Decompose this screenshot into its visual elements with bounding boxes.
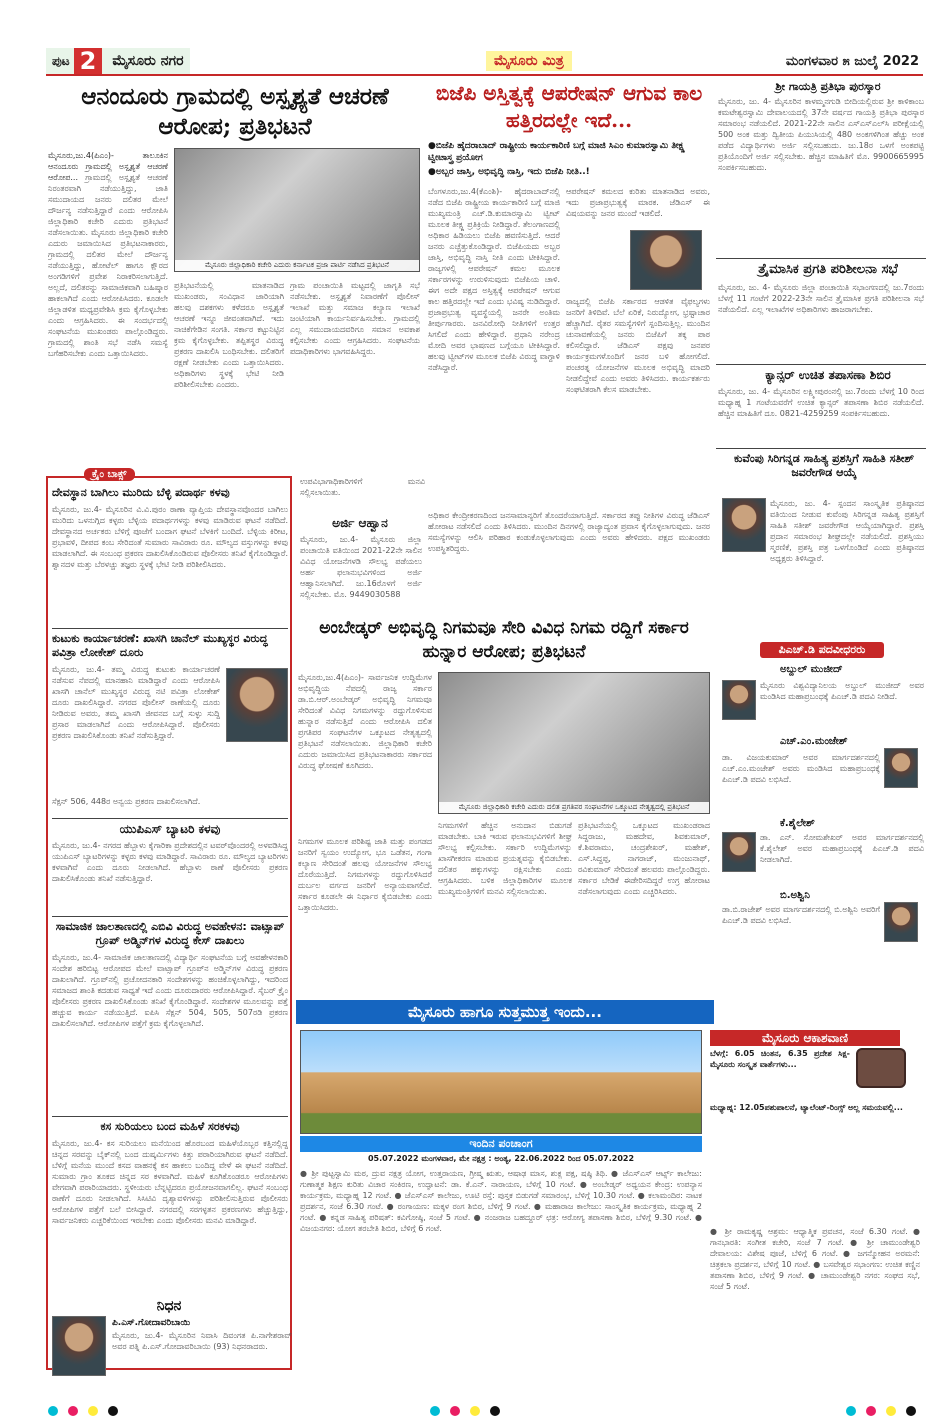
article-phd-1: ಮೈಸೂರು ವಿಶ್ವವಿದ್ಯಾನಿಲಯ ಅಬ್ದುಲ್ ಮುಜೀದ್ ಅವರ ಮಂಡಿಸಿದ ಮಹಾಪ್ರಬಂಧಕ್ಕೆ ಪಿಎಚ್.ಡಿ ಪದವಿ ನೀಡಿದೆ. [760, 681, 924, 701]
divider [716, 448, 926, 449]
divider [52, 916, 288, 917]
article-phd-4: ಡಾ.ಬಿ.ರಾಜೇಶ್ ಅವರ ಮಾರ್ಗದರ್ಶನದಲ್ಲಿ ಬಿ.ಅಶ್ವಿನಿ ಅವರಿಗೆ ಪಿಎಚ್.ಡಿ ಪದವಿ ಲಭಿಸಿದೆ. [722, 905, 880, 925]
headline-ambedkar: ಅಂಬೇಡ್ಕರ್ ಅಭಿವೃದ್ಧಿ ನಿಗಮವೂ ಸೇರಿ ವಿವಿಧ ನಿಗಮ ರದ್ದಿಗೆ ಸರ್ಕಾರ ಹುನ್ನಾರ ಆರೋಪ; ಪ್ರತಿಭಟನೆ [319, 618, 689, 662]
photo-satish-javaregowda [722, 498, 766, 552]
title-gayatri-award: ಶ್ರೀ ಗಾಯತ್ರಿ ಪ್ರತಿಭಾ ಪುರಸ್ಕಾರ [775, 80, 881, 93]
divider [52, 818, 288, 819]
photo-ambedkar-protest [438, 672, 710, 814]
radio-title: ಮೈಸೂರು ಆಕಾಶವಾಣಿ [710, 1030, 900, 1046]
article-kuvempu: ಮೈಸೂರು, ಜು. 4- ಸ್ಪಂದನ ಸಾಂಸ್ಕೃತಿಕ ಪ್ರತಿಷ್ಠಾನದ ವತಿಯಿಂದ ನೀಡುವ ಕುವೆಂಪು ಸಿರಿಗನ್ನಡ ಸಾಹಿತ್ಯ ಪ್ರಶಸ್ತಿಗೆ ಸಾಹಿತಿ ಸತೀಶ್ ಜವರೇಗೌಡ ಆಯ್ಕೆಯಾಗಿದ್ದಾರೆ. ಪ್ರಶಸ್ತಿ ಪ್ರದಾನ ಸಮಾರಂಭ ಶೀಘ್ರದಲ್ಲೇ ನಡೆಯಲಿದೆ. ಪ್ರಶಸ್ತಿಯು ಸ್ಮರಣಿಕೆ, ಪ್ರಶಸ್ತಿ ಪತ್ರ ಒಳಗೊಂಡಿದೆ ಎಂದು ಪ್ರತಿಷ್ಠಾನದ ಅಧ್ಯಕ್ಷರು ತಿಳಿಸಿದ್ದಾರೆ. [770, 499, 924, 563]
radio-morning: ಬೆಳಗ್ಗೆ: 6.05 ಚಿಂತನ, 6.35 ಪ್ರದೇಶ ಸಿಕ್ಷ-ಮೈಸೂರು ಸಂಸ್ಕೃತ ವಾರ್ತೆಗಳು... [710, 1049, 850, 1069]
article-bjp-col2-top: ಆಪರೇಷನ್ ಕಮಲದ ಕುರಿತು ಮಾತನಾಡಿದ ಅವರು, ಇದು ಪ್ರಜಾಪ್ರಭುತ್ವಕ್ಕೆ ಮಾರಕ. ಜೆಡಿಎಸ್ ಈ ವಿಷಯವನ್ನು ಜನರ ಮುಂದೆ ಇಡಲಿದೆ. [566, 187, 710, 218]
black-dot [108, 1406, 118, 1416]
article-anandur-col2: ಪ್ರತಿಭಟನೆಯಲ್ಲಿ ಮಾತನಾಡಿದ ಮುಖಂಡರು, ಸಂವಿಧಾನ ಜಾರಿಯಾಗಿ ಹಲವು ದಶಕಗಳು ಕಳೆದರೂ ಅಸ್ಪೃಶ್ಯತೆ ಆಚರಣೆ ಇನ್ನೂ ಜೀವಂತವಾಗಿದೆ. ಇದು ನಾಚಿಕೆಗೇಡಿನ ಸಂಗತಿ. ಸರ್ಕಾರ ಕಟ್ಟುನಿಟ್ಟಿನ ಕ್ರಮ ಕೈಗೊಳ್ಳಬೇಕು. ತಪ್ಪಿತಸ್ಥರ ವಿರುದ್ಧ ಪ್ರಕರಣ ದಾಖಲಿಸಿ ಬಂಧಿಸಬೇಕು. ದಲಿತರಿಗೆ ರಕ್ಷಣೆ ನೀಡಬೇಕು ಎಂದು ಒತ್ತಾಯಿಸಿದರು. ಅಧಿಕಾರಿಗಳು ಸ್ಥಳಕ್ಕೆ ಭೇಟಿ ನೀಡಿ ಪರಿಶೀಲಿಸಬೇಕು ಎಂದರು. [174, 281, 284, 389]
crime-article-3: ಮೈಸೂರು, ಜು.4- ನಗರದ ಹೆಬ್ಬಾಳು ಕೈಗಾರಿಕಾ ಪ್ರದೇಶದಲ್ಲಿನ ಟವರ್‌ವೊಂದರಲ್ಲಿ ಅಳವಡಿಸಿದ್ದ ಯುಪಿಎಸ್ ಬ್ಯಾಟರಿಗಳನ್ನು ಕಳ್ಳರು ಕಳವು ಮಾಡಿದ್ದಾರೆ. ಸಾವಿರಾರು ರೂ. ಮೌಲ್ಯದ ಬ್ಯಾಟರಿಗಳು ಕಳವಾಗಿವೆ ಎಂದು ದೂರು ನೀಡಲಾಗಿದೆ. ಹೆಬ್ಬಾಳು ಠಾಣೆ ಪೊಲೀಸರು ಪ್ರಕರಣ ದಾಖಲಿಸಿಕೊಂಡು ತನಿಖೆ ನಡೆಸುತ್ತಿದ್ದಾರೆ. [52, 841, 288, 883]
article-arji: ಮೈಸೂರು, ಜು.4- ಮೈಸೂರು ಜಿಲ್ಲಾ ಪಂಚಾಯಿತಿ ವತಿಯಿಂದ 2021-22ನೇ ಸಾಲಿನ ವಿವಿಧ ಯೋಜನೆಗಳಡಿ ಸೌಲಭ್ಯ ಪಡೆಯಲು ಅರ್ಹ ಫಲಾನುಭವಿಗಳಿಂದ ಅರ್ಜಿ ಆಹ್ವಾನಿಸಲಾಗಿದೆ. ಜು.16ರೊಳಗೆ ಅರ್ಜಿ ಸಲ್ಲಿಸಬೇಕು. ಮೊ. 9449030588 [300, 535, 422, 599]
page-number: 2 [74, 48, 103, 74]
section-title: ಮೈಸೂರು ನಗರ [112, 53, 184, 69]
yellow-dot [886, 1406, 896, 1416]
photo-anandur-protest [174, 148, 420, 272]
magenta-dot [68, 1406, 78, 1416]
article-ambedkar-col2: ನಿಗಮಗಳ ಮೂಲಕ ಪರಿಶಿಷ್ಟ ಜಾತಿ ಮತ್ತು ಪಂಗಡದ ಜನರಿಗೆ ಸ್ವಯಂ ಉದ್ಯೋಗ, ಭೂ ಒಡೆತನ, ಗಂಗಾ ಕಲ್ಯಾಣ ಸೇರಿದಂತೆ ಹಲವು ಯೋಜನೆಗಳ ಸೌಲಭ್ಯ ದೊರೆಯುತ್ತಿದೆ. ನಿಗಮಗಳನ್ನು ರದ್ದುಗೊಳಿಸಿದರೆ ದುರ್ಬಲ ವರ್ಗದ ಜನರಿಗೆ ಅನ್ಯಾಯವಾಗಲಿದೆ. ಸರ್ಕಾರ ಕೂಡಲೇ ಈ ನಿರ್ಧಾರ ಕೈಬಿಡಬೇಕು ಎಂದು ಒತ್ತಾಯಿಸಿದರು. [298, 837, 432, 912]
photo-phd-3 [722, 832, 756, 872]
magenta-dot [866, 1406, 876, 1416]
article-bjp-col1: ಬೆಂಗಳೂರು,ಜು.4(ಕೆಎಂಶಿ)- ಹೈದರಾಬಾದ್‌ನಲ್ಲಿ ನಡೆದ ಬಿಜೆಪಿ ರಾಷ್ಟ್ರೀಯ ಕಾರ್ಯಕಾರಿಣಿ ಬಗ್ಗೆ ಮಾಜಿ ಮುಖ್ಯಮಂತ್ರಿ ಎಚ್.ಡಿ.ಕುಮಾರಸ್ವಾಮಿ ಟ್ವೀಟ್ ಮೂಲಕ ತೀಕ್ಷ್ಣ ಪ್ರತಿಕ್ರಿಯೆ ನೀಡಿದ್ದಾರೆ. ತೆಲಂಗಾಣದಲ್ಲಿ ಅಧಿಕಾರ ಹಿಡಿಯಲು ಬಿಜೆಪಿ ಹವಣಿಸುತ್ತಿದೆ. ಆದರೆ ಜನರು ಎಚ್ಚೆತ್ತುಕೊಂಡಿದ್ದಾರೆ. ಬಿಜೆಪಿಯದು ಅಬ್ಬರ ಜಾಸ್ತಿ, ಅಭಿವೃದ್ಧಿ ನಾಸ್ತಿ ನೀತಿ ಎಂದು ಟೀಕಿಸಿದ್ದಾರೆ. ರಾಜ್ಯಗಳಲ್ಲಿ ಆಪರೇಷನ್ ಕಮಲ ಮೂಲಕ ಸರ್ಕಾರಗಳನ್ನು ಉರುಳಿಸುವುದು ಬಿಜೆಪಿಯ ಚಾಳಿ. ಈಗ ಅದೇ ಪಕ್ಷದ ಅಸ್ತಿತ್ವಕ್ಕೆ ಆಪರೇಷನ್ ಆಗುವ ಕಾಲ ಹತ್ತಿರದಲ್ಲೇ ಇದೆ ಎಂದು ಭವಿಷ್ಯ ನುಡಿದಿದ್ದಾರೆ. ಪ್ರಜಾಪ್ರಭುತ್ವ ವ್ಯವಸ್ಥೆಯಲ್ಲಿ ಜನರೇ ಅಂತಿಮ ತೀರ್ಪುಗಾರರು. ಜನವಿರೋಧಿ ನೀತಿಗಳಿಗೆ ಉತ್ತರ ಸಿಗಲಿದೆ ಎಂದು ಹೇಳಿದ್ದಾರೆ. ಪ್ರಧಾನಿ ನರೇಂದ್ರ ಮೋದಿ ಅವರ ಭಾಷಣದ ಬಗ್ಗೆಯೂ ಟೀಕಿಸಿದ್ದಾರೆ. ಹಲವು ಟ್ವೀಟ್‌ಗಳ ಮೂಲಕ ಬಿಜೆಪಿ ವಿರುದ್ಧ ವಾಗ್ದಾಳಿ ನಡೆಸಿದ್ದಾರೆ. [428, 187, 560, 372]
article-cancer: ಮೈಸೂರು, ಜು. 4- ಮೈಸೂರಿನ ಲಕ್ಷ್ಮೀಪುರಂನಲ್ಲಿ ಜು.7ರಂದು ಬೆಳಗ್ಗೆ 10 ರಿಂದ ಮಧ್ಯಾಹ್ನ 1 ಗಂಟೆಯವರೆಗೆ ಉಚಿತ ಕ್ಯಾನ್ಸರ್ ತಪಾಸಣಾ ಶಿಬಿರ ನಡೆಯಲಿದೆ. ಹೆಚ್ಚಿನ ಮಾಹಿತಿಗೆ ದೂ. 0821-4259259 ಸಂಪರ್ಕಿಸಬಹುದು. [718, 387, 924, 418]
yellow-dot [470, 1406, 480, 1416]
photo-phd-4 [884, 902, 918, 942]
title-quarterly-review: ತ್ರೈಮಾಸಿಕ ಪ್ರಗತಿ ಪರಿಶೀಲನಾ ಸಭೆ [758, 262, 898, 277]
photo-mysore-palace [300, 1030, 702, 1134]
divider [716, 364, 926, 365]
title-kuvempu-award: ಕುವೆಂಪು ಸಿರಿಗನ್ನಡ ಸಾಹಿತ್ಯ ಪ್ರಶಸ್ತಿಗೆ ಸಾಹಿತಿ ಸತೀಶ್ ಜವರೇಗೌಡ ಆಯ್ಕೆ [733, 452, 915, 479]
article-anandur-cont: ಉಪವಿಭಾಗಾಧಿಕಾರಿಗಳಿಗೆ ಮನವಿ ಸಲ್ಲಿಸಲಾಯಿತು. [300, 477, 425, 497]
events-right-list: ● ಶ್ರೀ ರಾಮಕೃಷ್ಣ ಆಶ್ರಮ: ಆಧ್ಯಾತ್ಮಿಕ ಪ್ರವಚನ, ಸಂಜೆ 6.30 ಗಂಟೆ. ● ಗಾನಭಾರತಿ: ಸಂಗೀತ ಕಚೇರಿ, ಸಂಜೆ 7 ಗಂಟೆ. ● ಶ್ರೀ ಚಾಮುಂಡೇಶ್ವರಿ ದೇವಾಲಯ: ವಿಶೇಷ ಪೂಜೆ, ಬೆಳಿಗ್ಗೆ 6 ಗಂಟೆ. ● ಜಗನ್ಮೋಹನ ಅರಮನೆ: ಚಿತ್ರಕಲಾ ಪ್ರದರ್ಶನ, ಬೆಳಿಗ್ಗೆ 10 ಗಂಟೆ. ● ಬಸವೇಶ್ವರ ಸಭಾಂಗಣ: ಉಚಿತ ಕಣ್ಣಿನ ತಪಾಸಣಾ ಶಿಬಿರ, ಬೆಳಿಗ್ಗೆ 9 ಗಂಟೆ. ● ಚಾಮುಂಡೇಶ್ವರಿ ನಗರ: ಸಂಘದ ಸಭೆ, ಸಂಜೆ 5 ಗಂಟೆ. [710, 1227, 920, 1291]
page-label: ಪುಟ [52, 53, 70, 68]
crime-article-5: ಮೈಸೂರು, ಜು.4- ಕಸ ಸುರಿಯಲು ಮನೆಯಿಂದ ಹೊರಬಂದ ಮಹಿಳೆಯೊಬ್ಬರ ಕತ್ತಿನಲ್ಲಿದ್ದ ಚಿನ್ನದ ಸರವನ್ನು ಬೈಕ್‌ನಲ್ಲಿ ಬಂದ ದುಷ್ಕರ್ಮಿಗಳು ಕಿತ್ತು ಪರಾರಿಯಾಗಿರುವ ಘಟನೆ ನಡೆದಿದೆ. ಬೆಳಿಗ್ಗೆ ಮನೆಯ ಮುಂದೆ ಕಸದ ವಾಹನಕ್ಕೆ ಕಸ ಹಾಕಲು ಬಂದಿದ್ದ ವೇಳೆ ಈ ಘಟನೆ ನಡೆದಿದೆ. ಸುಮಾರು ಗ್ರಾಂ ತೂಕದ ಚಿನ್ನದ ಸರ ಕಳವಾಗಿದೆ. ಮಹಿಳೆ ಕೂಗಿಕೊಂಡರೂ ಆರೋಪಿಗಳು ವೇಗವಾಗಿ ಪರಾರಿಯಾದರು. ಸ್ಥಳೀಯರು ಬೆನ್ನಟ್ಟಿದರೂ ಪ್ರಯೋಜನವಾಗಲಿಲ್ಲ. ಘಟನೆ ಸಂಬಂಧ ಠಾಣೆಗೆ ದೂರು ನೀಡಲಾಗಿದೆ. ಸಿಸಿಟಿವಿ ದೃಶ್ಯಾವಳಿಗಳನ್ನು ಪರಿಶೀಲಿಸುತ್ತಿರುವ ಪೊಲೀಸರು ಆರೋಪಿಗಳ ಪತ್ತೆಗೆ ಬಲೆ ಬೀಸಿದ್ದಾರೆ. ನಗರದಲ್ಲಿ ಸರಗಳ್ಳತನ ಪ್ರಕರಣಗಳು ಹೆಚ್ಚುತ್ತಿದ್ದು, ಸಾರ್ವಜನಿಕರು ಎಚ್ಚರಿಕೆಯಿಂದ ಇರಬೇಕು ಎಂದು ಪೊಲೀಸರು ಮನವಿ ಮಾಡಿದ್ದಾರೆ. [52, 1139, 288, 1225]
crime-article-4: ಮೈಸೂರು, ಜು.4- ಸಾಮಾಜಿಕ ಜಾಲತಾಣದಲ್ಲಿ ವಿದ್ಯಾರ್ಥಿ ಸಂಘಟನೆಯ ಬಗ್ಗೆ ಅವಹೇಳನಕಾರಿ ಸಂದೇಶ ಹರಿಬಿಟ್ಟ ಆರೋಪದ ಮೇಲೆ ವಾಟ್ಸಾಪ್ ಗ್ರೂಪ್‌ನ ಅಡ್ಮಿನ್‌ಗಳ ವಿರುದ್ಧ ಪ್ರಕರಣ ದಾಖಲಾಗಿದೆ. ಗ್ರೂಪ್‌ನಲ್ಲಿ ಪ್ರಚೋದನಕಾರಿ ಸಂದೇಶಗಳನ್ನು ಹಂಚಿಕೊಳ್ಳಲಾಗಿದ್ದು, ಇದರಿಂದ ಸಮಾಜದ ಶಾಂತಿ ಕದಡುವ ಸಾಧ್ಯತೆ ಇದೆ ಎಂದು ದೂರುದಾರರು ಆರೋಪಿಸಿದ್ದಾರೆ. ಸೈಬರ್ ಕ್ರೈಂ ಪೊಲೀಸರು ಪ್ರಕರಣ ದಾಖಲಿಸಿಕೊಂಡು ತನಿಖೆ ಕೈಗೊಂಡಿದ್ದಾರೆ. ಸಂದೇಶಗಳ ಮೂಲವನ್ನು ಪತ್ತೆ ಹಚ್ಚುವ ಕಾರ್ಯ ನಡೆಯುತ್ತಿದೆ. ಐಪಿಸಿ ಸೆಕ್ಷನ್ 504, 505, 507ರಡಿ ಪ್ರಕರಣ ದಾಖಲಿಸಲಾಗಿದೆ. ಆರೋಪಿಗಳ ಪತ್ತೆಗೆ ಕ್ರಮ ಕೈಗೊಳ್ಳಲಾಗಿದೆ. [52, 953, 288, 1028]
black-dot [906, 1406, 916, 1416]
crime-headline-5: ಕಸ ಸುರಿಯಲು ಬಂದ ಮಹಿಳೆ ಸರಕಳವು [100, 1120, 240, 1133]
cyan-dot [846, 1406, 856, 1416]
article-quarterly: ಮೈಸೂರು, ಜು. 4- ಮೈಸೂರು ಜಿಲ್ಲಾ ಪಂಚಾಯಿತಿ ಸಭಾಂಗಣದಲ್ಲಿ ಜು.7ರಂದು ಬೆಳಗ್ಗೆ 11 ಗಂಟೆಗೆ 2022-23ನೇ ಸಾಲಿನ ತ್ರೈಮಾಸಿಕ ಪ್ರಗತಿ ಪರಿಶೀಲನಾ ಸಭೆ ನಡೆಯಲಿದೆ. ಎಲ್ಲ ಇಲಾಖೆಗಳ ಅಧಿಕಾರಿಗಳು ಹಾಜರಾಗಬೇಕು. [718, 283, 924, 314]
panchanga-title: ಇಂದಿನ ಪಂಚಾಂಗ [300, 1136, 702, 1152]
obituary-title: ನಿಧನ [156, 1298, 182, 1314]
photo-kumaraswamy [630, 230, 702, 290]
crime-headline-4: ಸಾಮಾಜಿಕ ಜಾಲತಾಣದಲ್ಲಿ ಎಬಿವಿ ವಿರುದ್ಧ ಅವಹೇಳನ: ವಾಟ್ಸಾಪ್ ಗ್ರೂಪ್ ಅಡ್ಮಿನ್‌ಗಳ ವಿರುದ್ಧ ಕೇಸ್ ದಾಖಲು [55, 920, 285, 947]
article-anandur-col3: ಗ್ರಾಮ ಪಂಚಾಯಿತಿ ಮಟ್ಟದಲ್ಲಿ ಜಾಗೃತಿ ಸಭೆ ನಡೆಸಬೇಕು. ಅಸ್ಪೃಶ್ಯತೆ ನಿವಾರಣೆಗೆ ಪೊಲೀಸ್ ಇಲಾಖೆ ಮತ್ತು ಸಮಾಜ ಕಲ್ಯಾಣ ಇಲಾಖೆ ಜಂಟಿಯಾಗಿ ಕಾರ್ಯನಿರ್ವಹಿಸಬೇಕು. ಗ್ರಾಮದಲ್ಲಿ ಎಲ್ಲ ಸಮುದಾಯದವರಿಗೂ ಸಮಾನ ಅವಕಾಶ ಕಲ್ಪಿಸಬೇಕು ಎಂದು ಆಗ್ರಹಿಸಿದರು. ಸಂಘಟನೆಯ ಪದಾಧಿಕಾರಿಗಳು ಭಾಗವಹಿಸಿದ್ದರು. [290, 281, 420, 356]
black-dot [490, 1406, 500, 1416]
phd-name-4: ಬಿ.ಅಶ್ವಿನಿ [780, 890, 810, 901]
crime-box-tag: ಕ್ರೈಂ ಬಾಕ್ಸ್ [84, 468, 135, 481]
radio-afternoon: ಮಧ್ಯಾಹ್ನ: 12.05ಪಶುಪಾಲನೆ, ಟ್ಯಾಲೆಂಟ್-ರಿಂಗ್ಸ್ ಅಲ್ಲ ಸಮಯವಲ್ಲಿ... [710, 1103, 903, 1112]
article-ambedkar-col3: ನಿಗಮಗಳಿಗೆ ಹೆಚ್ಚಿನ ಅನುದಾನ ಬಿಡುಗಡೆ ಮಾಡಬೇಕು. ಬಾಕಿ ಇರುವ ಫಲಾನುಭವಿಗಳಿಗೆ ಶೀಘ್ರ ಸೌಲಭ್ಯ ಕಲ್ಪಿಸಬೇಕು. ಸರ್ಕಾರಿ ಉದ್ದಿಮೆಗಳನ್ನು ಖಾಸಗೀಕರಣ ಮಾಡುವ ಪ್ರಯತ್ನವನ್ನು ಕೈಬಿಡಬೇಕು. ದಲಿತರ ಹಕ್ಕುಗಳನ್ನು ರಕ್ಷಿಸಬೇಕು ಎಂದು ಆಗ್ರಹಿಸಿದರು. ಬಳಿಕ ಜಿಲ್ಲಾಧಿಕಾರಿಗಳ ಮೂಲಕ ಮುಖ್ಯಮಂತ್ರಿಗಳಿಗೆ ಮನವಿ ಸಲ್ಲಿಸಲಾಯಿತು. [438, 821, 572, 896]
photo-pavitra-lokesh [226, 668, 288, 742]
registration-marks-center [430, 1406, 500, 1416]
registration-marks-left [48, 1406, 118, 1416]
article-anandur-lead: ಮೈಸೂರು,ಜು.4(ಪಿಎಂ)- ತಾಲೂಕಿನ ಆನಂದೂರು ಗ್ರಾಮದಲ್ಲಿ ಅಸ್ಪೃಶ್ಯತೆ ಆಚರಣೆ ಆರೋಪ... [48, 151, 168, 182]
cyan-dot [430, 1406, 440, 1416]
panchanga-text: 05.07.2022 ಮಂಗಳವಾರ, ಮೇ ನಕ್ಷತ್ರ : ಅಂತ್ಯ, 22.06.2022 ರಿಂದ 05.07.2022 [367, 1154, 635, 1163]
phd-name-1: ಅಬ್ದುಲ್ ಮುಜೀದ್ [780, 664, 843, 675]
article-bjp-cont: ಅಧಿಕಾರ ಕೇಂದ್ರೀಕರಣದಿಂದ ಜನಸಾಮಾನ್ಯರಿಗೆ ತೊಂದರೆಯಾಗುತ್ತಿದೆ. ಸರ್ಕಾರದ ತಪ್ಪು ನೀತಿಗಳ ವಿರುದ್ಧ ಜೆಡಿಎಸ್ ಹೋರಾಟ ನಡೆಸಲಿದೆ ಎಂದು ತಿಳಿಸಿದರು. ಮುಂದಿನ ದಿನಗಳಲ್ಲಿ ರಾಜ್ಯಾದ್ಯಂತ ಪ್ರವಾಸ ಕೈಗೊಳ್ಳಲಾಗುವುದು. ಜನರ ಸಮಸ್ಯೆಗಳನ್ನು ಆಲಿಸಿ ಪರಿಹಾರ ಕಂಡುಕೊಳ್ಳಲಾಗುವುದು ಎಂದು ಅವರು ಹೇಳಿದರು. ಪಕ್ಷದ ಮುಖಂಡರು ಉಪಸ್ಥಿತರಿದ್ದರು. [428, 511, 710, 553]
photo-phd-2 [884, 748, 918, 788]
phd-name-3: ಕೆ.ಶೈಲೇಶ್ [780, 818, 815, 829]
headline-bjp: ಬಿಜೆಪಿ ಅಸ್ತಿತ್ವಕ್ಕೆ ಆಪರೇಷನ್ ಆಗುವ ಕಾಲ ಹತ್ತಿರದಲ್ಲೇ ಇದೆ... [435, 81, 703, 132]
divider [52, 628, 288, 629]
article-phd-2: ಡಾ. ವಿಜಯಕುಮಾರ್ ಅವರ ಮಾರ್ಗದರ್ಶನದಲ್ಲಿ ಎಚ್.ಎಂ.ಮಂಜೇಶ್ ಅವರು ಮಂಡಿಸಿದ ಮಹಾಪ್ರಬಂಧಕ್ಕೆ ಪಿಎಚ್.ಡಿ ಪದವಿ ಲಭಿಸಿದೆ. [722, 753, 880, 784]
headline-anandur: ಆನಂದೂರು ಗ್ರಾಮದಲ್ಲಿ ಅಸ್ಪೃಶ್ಯತೆ ಆಚರಣೆ ಆರೋಪ; ಪ್ರತಿಭಟನೆ [81, 83, 389, 140]
obituary-name: ಪಿ.ಎಸ್.ಗೋದಾವರಿಬಾಯಿ [112, 1318, 191, 1328]
caption-anandur: ಮೈಸೂರು ಜಿಲ್ಲಾಧಿಕಾರಿ ಕಚೇರಿ ಎದುರು ಕರ್ನಾಟಕ ಪ್ರಜಾ ಪಾರ್ಟಿ ನಡೆಸಿದ ಪ್ರತಿಭಟನೆ [175, 260, 419, 271]
issue-date: ಮಂಗಳವಾರ ೫ ಜುಲೈ 2022 [785, 53, 919, 69]
title-arji: ಅರ್ಜಿ ಆಹ್ವಾನ [332, 516, 388, 530]
caption-ambedkar: ಮೈಸೂರು ಜಿಲ್ಲಾಧಿಕಾರಿ ಕಚೇರಿ ಎದುರು ದಲಿತ ಪ್ರಗತಿಪರ ಸಂಘಟನೆಗಳ ಒಕ್ಕೂಟದ ನೇತೃತ್ವದಲ್ಲಿ ಪ್ರತಿಭಟನೆ [439, 802, 709, 813]
page-number-box [46, 48, 190, 74]
events-banner: ಮೈಸೂರು ಹಾಗೂ ಸುತ್ತಮುತ್ತ ಇಂದು... [296, 1000, 714, 1024]
article-ambedkar-col1: ಮೈಸೂರು,ಜು.4(ಪಿಎಂ)- ಸಾರ್ವಜನಿಕ ಉದ್ದಿಮೆಗಳ ಅಭಿವೃದ್ಧಿಯ ನೆಪದಲ್ಲಿ ರಾಜ್ಯ ಸರ್ಕಾರ ಡಾ.ಬಿ.ಆರ್.ಅಂಬೇಡ್ಕರ್ ಅಭಿವೃದ್ಧಿ ನಿಗಮವೂ ಸೇರಿದಂತೆ ವಿವಿಧ ನಿಗಮಗಳನ್ನು ರದ್ದುಗೊಳಿಸುವ ಹುನ್ನಾರ ನಡೆಸುತ್ತಿದೆ ಎಂದು ಆರೋಪಿಸಿ ದಲಿತ ಪ್ರಗತಿಪರ ಸಂಘಟನೆಗಳ ಒಕ್ಕೂಟದ ನೇತೃತ್ವದಲ್ಲಿ ಪ್ರತಿಭಟನೆ ನಡೆಸಲಾಯಿತು. ಜಿಲ್ಲಾಧಿಕಾರಿ ಕಚೇರಿ ಎದುರು ಜಮಾಯಿಸಿದ ಪ್ರತಿಭಟನಾಕಾರರು ಸರ್ಕಾರದ ವಿರುದ್ಧ ಘೋಷಣೆ ಕೂಗಿದರು. [298, 673, 432, 770]
article-ambedkar-col4: ಪ್ರತಿಭಟನೆಯಲ್ಲಿ ಒಕ್ಕೂಟದ ಮುಖಂಡರಾದ ಸಿದ್ದರಾಜು, ಮಹದೇವ, ಶಿವಕುಮಾರ್, ಕೆ.ಶಿವರಾಮು, ಚಂದ್ರಶೇಖರ್, ಮಹೇಶ್, ಎಸ್.ಸಿದ್ದಪ್ಪ, ನಾಗರಾಜ್, ಮಂಜುನಾಥ್, ರವಿಕುಮಾರ್ ಸೇರಿದಂತೆ ಹಲವರು ಪಾಲ್ಗೊಂಡಿದ್ದರು. ಸರ್ಕಾರ ಬೇಡಿಕೆ ಈಡೇರಿಸದಿದ್ದರೆ ಉಗ್ರ ಹೋರಾಟ ನಡೆಸಲಾಗುವುದು ಎಂದು ಎಚ್ಚರಿಸಿದರು. [578, 821, 710, 896]
crime-headline-3: ಯುಪಿಎಸ್ ಬ್ಯಾಟರಿ ಕಳವು [119, 822, 221, 836]
bar-phd-graduates: ಪಿಎಚ್.ಡಿ ಪದವೀಧರರು [760, 642, 884, 658]
title-cancer-camp: ಕ್ಯಾನ್ಸರ್ ಉಚಿತ ತಪಾಸಣಾ ಶಿಬಿರ [765, 368, 891, 382]
registration-marks-right [846, 1406, 916, 1416]
crime-headline-2: ಕುಟುಕು ಕಾರ್ಯಾಚರಣೆ: ಖಾಸಗಿ ಚಾನೆಲ್ ಮುಖ್ಯಸ್ಥರ ವಿರುದ್ಧ ಪವಿತ್ರಾ ಲೋಕೇಶ್ ದೂರು [52, 632, 268, 659]
article-phd-3: ಡಾ. ಎನ್. ಸೋಮಶೇಖರ್ ಅವರ ಮಾರ್ಗದರ್ಶನದಲ್ಲಿ ಕೆ.ಶೈಲೇಶ್ ಅವರ ಮಹಾಪ್ರಬಂಧಕ್ಕೆ ಪಿಎಚ್.ಡಿ ಪದವಿ ನೀಡಲಾಗಿದೆ. [760, 833, 924, 864]
radio-icon [856, 1048, 906, 1088]
obituary-text: ಮೈಸೂರು, ಜು.4- ಮೈಸೂರಿನ ನಿವಾಸಿ ದಿವಂಗತ ಪಿ.ನಾಗೇಶರಾವ್ ಅವರ ಪತ್ನಿ ಪಿ.ಎಸ್.ಗೋದಾವರಿಬಾಯಿ (93) ನಿಧನರಾದರು. [112, 1331, 292, 1351]
deck-bjp-1: ●ಬಿಜೆಪಿ ಹೈದರಾಬಾದ್ ರಾಷ್ಟ್ರೀಯ ಕಾರ್ಯಕಾರಿಣಿ ಬಗ್ಗೆ ಮಾಜಿ ಸಿಎಂ ಕುಮಾರಸ್ವಾಮಿ ತೀಕ್ಷ್ಣ ಟ್ವೀಟಾಸ್ತ್ರ ಪ್ರಯೋಗ [428, 141, 686, 163]
photo-phd-1 [722, 680, 756, 720]
crime-article-2: ಮೈಸೂರು, ಜು.4- ತಮ್ಮ ವಿರುದ್ಧ ಕುಟುಕು ಕಾರ್ಯಾಚರಣೆ ನಡೆಸುವ ನೆಪದಲ್ಲಿ ಮಾನಹಾನಿ ಮಾಡಿದ್ದಾರೆ ಎಂದು ಆರೋಪಿಸಿ ಖಾಸಗಿ ಚಾನೆಲ್ ಮುಖ್ಯಸ್ಥರ ವಿರುದ್ಧ ನಟಿ ಪವಿತ್ರಾ ಲೋಕೇಶ್ ದೂರು ದಾಖಲಿಸಿದ್ದಾರೆ. ನಗರದ ಪೊಲೀಸ್ ಠಾಣೆಯಲ್ಲಿ ದೂರು ನೀಡಿರುವ ಅವರು, ತಮ್ಮ ಖಾಸಗಿ ಜೀವನದ ಬಗ್ಗೆ ಸುಳ್ಳು ಸುದ್ದಿ ಪ್ರಸಾರ ಮಾಡಲಾಗಿದೆ ಎಂದು ಆರೋಪಿಸಿದ್ದಾರೆ. ಪೊಲೀಸರು ಪ್ರಕರಣ ದಾಖಲಿಸಿಕೊಂಡು ತನಿಖೆ ನಡೆಸುತ್ತಿದ್ದಾರೆ. [52, 665, 220, 740]
events-list: ● ಶ್ರೀ ಪುಟ್ಟಸ್ವಾಮಿ ಮಠ, ದ್ರುವ ನಕ್ಷತ್ರ ಯೋಗ, ಉತ್ತರಾಯಣ, ಗ್ರೀಷ್ಮ ಋತು, ಆಷಾಢ ಮಾಸ, ಶುಕ್ಲ ಪಕ್ಷ, ಷಷ್ಠಿ ತಿಥಿ. ● ಜೆಎಸ್‌ಎಸ್ ಆರ್ಟ್ಸ್ ಕಾಲೇಜು: ಗುಣಾತ್ಮಕ ಶಿಕ್ಷಣ ಕುರಿತು ವಿಚಾರ ಸಂಕಿರಣ, ಉದ್ಘಾಟನೆ: ಡಾ. ಕೆ.ಎನ್. ನಾರಾಯಣ, ಬೆಳಿಗ್ಗೆ 10 ಗಂಟೆ. ● ಅಂಬೇಡ್ಕರ್ ಅಧ್ಯಯನ ಕೇಂದ್ರ: ಉಪನ್ಯಾಸ ಕಾರ್ಯಕ್ರಮ, ಮಧ್ಯಾಹ್ನ 12 ಗಂಟೆ. ● ಜೆಎಸ್‌ಎಸ್ ಕಾಲೇಜು, ಊಟಿ ರಸ್ತೆ: ಪುಸ್ತಕ ಬಿಡುಗಡೆ ಸಮಾರಂಭ, ಬೆಳಿಗ್ಗೆ 10.30 ಗಂಟೆ. ● ಕಲಾಮಂದಿರ: ನಾಟಕ ಪ್ರದರ್ಶನ, ಸಂಜೆ 6.30 ಗಂಟೆ. ● ರಂಗಾಯಣ: ಮಕ್ಕಳ ರಂಗ ಶಿಬಿರ, ಬೆಳಿಗ್ಗೆ 9 ಗಂಟೆ. ● ಮಹಾರಾಜ ಕಾಲೇಜು: ಸಾಂಸ್ಕೃತಿಕ ಕಾರ್ಯಕ್ರಮ, ಮಧ್ಯಾಹ್ನ 2 ಗಂಟೆ. ● ಕನ್ನಡ ಸಾಹಿತ್ಯ ಪರಿಷತ್: ಕವಿಗೋಷ್ಠಿ, ಸಂಜೆ 5 ಗಂಟೆ. ● ನಂಜರಾಜ ಬಹದ್ದೂರ್ ಛತ್ರ: ಆರೋಗ್ಯ ತಪಾಸಣಾ ಶಿಬಿರ, ಬೆಳಿಗ್ಗೆ 9.30 ಗಂಟೆ. ● ವಿಜಯನಗರ: ಯೋಗ ತರಬೇತಿ ಶಿಬಿರ, ಬೆಳಿಗ್ಗೆ 6 ಗಂಟೆ. [300, 1169, 702, 1233]
yellow-dot [88, 1406, 98, 1416]
crime-article-1: ಮೈಸೂರು, ಜು.4- ಮೈಸೂರಿನ ವಿ.ವಿ.ಪುರಂ ಠಾಣಾ ವ್ಯಾಪ್ತಿಯ ದೇವಸ್ಥಾನವೊಂದರ ಬಾಗಿಲು ಮುರಿದು ಒಳನುಗ್ಗಿದ ಕಳ್ಳರು ಬೆಳ್ಳಿಯ ಪದಾರ್ಥಗಳನ್ನು ಕಳವು ಮಾಡಿರುವ ಘಟನೆ ನಡೆದಿದೆ. ದೇವಸ್ಥಾನದ ಅರ್ಚಕರು ಬೆಳಿಗ್ಗೆ ಪೂಜೆಗೆ ಬಂದಾಗ ಘಟನೆ ಬೆಳಕಿಗೆ ಬಂದಿದೆ. ಬೆಳ್ಳಿಯ ಕಿರೀಟ, ಪ್ರಭಾವಳಿ, ದೀಪದ ಕಂಬ ಸೇರಿದಂತೆ ಸುಮಾರು ಸಾವಿರಾರು ರೂ. ಮೌಲ್ಯದ ವಸ್ತುಗಳನ್ನು ಕಳವು ಮಾಡಲಾಗಿದೆ. ಈ ಸಂಬಂಧ ಪ್ರಕರಣ ದಾಖಲಿಸಿಕೊಂಡಿರುವ ಪೊಲೀಸರು ತನಿಖೆ ಕೈಗೊಂಡಿದ್ದಾರೆ. ಶ್ವಾನದಳ ಮತ್ತು ಬೆರಳಚ್ಚು ತಜ್ಞರು ಸ್ಥಳಕ್ಕೆ ಭೇಟಿ ನೀಡಿ ಪರಿಶೀಲಿಸಿದರು. [52, 505, 288, 569]
article-anandur-col1: ಮೈಸೂರು,ಜು.4(ಪಿಎಂ)- ತಾಲೂಕಿನ ಆನಂದೂರು ಗ್ರಾಮದಲ್ಲಿ ಅಸ್ಪೃಶ್ಯತೆ ಆಚರಣೆ ಆರೋಪ... ಗ್ರಾಮದಲ್ಲಿ ಅಸ್ಪೃಶ್ಯತೆ ಆಚರಣೆ ನಿರಂತರವಾಗಿ ನಡೆಯುತ್ತಿದ್ದು, ಜಾತಿ ಸಮುದಾಯದ ಜನರು ದಲಿತರ ಮೇಲೆ ದೌರ್ಜನ್ಯ ನಡೆಸುತ್ತಿದ್ದಾರೆ ಎಂದು ಆರೋಪಿಸಿ ಜಿಲ್ಲಾಧಿಕಾರಿ ಕಚೇರಿ ಎದುರು ಪ್ರತಿಭಟನೆ ನಡೆಸಲಾಯಿತು. ಮೈಸೂರು ಜಿಲ್ಲಾಧಿಕಾರಿ ಕಚೇರಿ ಎದುರು ಜಮಾಯಿಸಿದ ಪ್ರತಿಭಟನಾಕಾರರು, ಗ್ರಾಮದಲ್ಲಿ ದಲಿತರ ಮೇಲೆ ದೌರ್ಜನ್ಯ ನಡೆಯುತ್ತಿದ್ದು, ಹೋಟೆಲ್ ಹಾಗೂ ಕ್ಷೌರದ ಅಂಗಡಿಗಳಿಗೆ ಪ್ರವೇಶ ನಿರಾಕರಿಸಲಾಗುತ್ತಿದೆ. ಅಲ್ಲದೆ, ದಲಿತರನ್ನು ಸಾಮಾಜಿಕವಾಗಿ ಬಹಿಷ್ಕಾರ ಹಾಕಲಾಗಿದೆ ಎಂದು ಆರೋಪಿಸಿದರು. ಕೂಡಲೇ ಜಿಲ್ಲಾಡಳಿತ ಮಧ್ಯಪ್ರವೇಶಿಸಿ ಕ್ರಮ ಕೈಗೊಳ್ಳಬೇಕು ಎಂದು ಆಗ್ರಹಿಸಿದರು. ಈ ಸಂದರ್ಭದಲ್ಲಿ ಸಂಘಟನೆಯ ಮುಖಂಡರು ಪಾಲ್ಗೊಂಡಿದ್ದರು. ಗ್ರಾಮದಲ್ಲಿ ಶಾಂತಿ ಸಭೆ ನಡೆಸಿ ಸಮಸ್ಯೆ ಬಗೆಹರಿಸಬೇಕು ಎಂದು ಒತ್ತಾಯಿಸಿದರು. [48, 151, 168, 358]
deck-bjp-2: ●ಅಬ್ಬರ ಜಾಸ್ತಿ, ಅಭಿವೃದ್ಧಿ ನಾಸ್ತಿ, ಇದು ಬಿಜೆಪಿ ನೀತಿ..! [428, 167, 590, 177]
phd-name-2: ಎಚ್.ಎಂ.ಮಂಜೇಶ್ [780, 736, 848, 747]
masthead: ಮೈಸೂರು ಮಿತ್ರ [486, 51, 572, 71]
divider [52, 1116, 288, 1117]
article-bjp-col2: ರಾಜ್ಯದಲ್ಲಿ ಬಿಜೆಪಿ ಸರ್ಕಾರದ ಆಡಳಿತ ವೈಫಲ್ಯಗಳು ಜನರಿಗೆ ತಿಳಿದಿವೆ. ಬೆಲೆ ಏರಿಕೆ, ನಿರುದ್ಯೋಗ, ಭ್ರಷ್ಟಾಚಾರ ಹೆಚ್ಚಾಗಿದೆ. ರೈತರ ಸಮಸ್ಯೆಗಳಿಗೆ ಸ್ಪಂದಿಸುತ್ತಿಲ್ಲ. ಮುಂದಿನ ಚುನಾವಣೆಯಲ್ಲಿ ಜನರು ಬಿಜೆಪಿಗೆ ತಕ್ಕ ಪಾಠ ಕಲಿಸಲಿದ್ದಾರೆ. ಜೆಡಿಎಸ್ ಪಕ್ಷವು ಜನಪರ ಕಾರ್ಯಕ್ರಮಗಳೊಂದಿಗೆ ಜನರ ಬಳಿ ಹೋಗಲಿದೆ. ಪಂಚರತ್ನ ಯೋಜನೆಗಳ ಮೂಲಕ ಅಭಿವೃದ್ಧಿ ಮಾದರಿ ನೀಡಲಿದ್ದೇವೆ ಎಂದು ಅವರು ತಿಳಿಸಿದರು. ಕಾರ್ಯಕರ್ತರು ಸಂಘಟಿತರಾಗಿ ಕೆಲಸ ಮಾಡಬೇಕು. [566, 297, 710, 394]
cyan-dot [48, 1406, 58, 1416]
divider [716, 258, 926, 259]
crime-headline-1: ದೇವಸ್ಥಾನ ಬಾಗಿಲು ಮುರಿದು ಬೆಳ್ಳಿ ಪದಾರ್ಥ ಕಳವು [52, 486, 230, 499]
crime-article-2b: ಸೆಕ್ಷನ್ 506, 448ರ ಅನ್ವಯ ಪ್ರಕರಣ ದಾಖಲಿಸಲಾಗಿದೆ. [52, 797, 201, 806]
photo-obituary [52, 1316, 106, 1376]
magenta-dot [450, 1406, 460, 1416]
article-gayatri: ಮೈಸೂರು, ಜು. 4- ಮೈಸೂರಿನ ಕಾಳಮ್ಮನಗುಡಿ ಬೀದಿಯಲ್ಲಿರುವ ಶ್ರೀ ಕಾಳಿಕಾಂಬ ಕಮಟೇಶ್ವರಸ್ವಾಮಿ ದೇವಾಲಯದಲ್ಲಿ 37ನೇ ವರ್ಷದ ಗಾಯತ್ರಿ ಪ್ರತಿಭಾ ಪುರಸ್ಕಾರ ಸಮಾರಂಭ ನಡೆಯಲಿದೆ. 2021-22ನೇ ಸಾಲಿನ ಎಸ್‌ಎಸ್‌ಎಲ್‌ಸಿ ಪರೀಕ್ಷೆಯಲ್ಲಿ 500 ಅಂಕ ಮತ್ತು ದ್ವಿತೀಯ ಪಿಯುಸಿಯಲ್ಲಿ 480 ಅಂಕಗಳಿಗಿಂತ ಹೆಚ್ಚು ಅಂಕ ಪಡೆದ ವಿದ್ಯಾರ್ಥಿಗಳು ಅರ್ಜಿ ಸಲ್ಲಿಸಬಹುದು. ಜು.18ರ ಒಳಗೆ ಅಂಕಪಟ್ಟಿ ಪ್ರತಿಯೊಂದಿಗೆ ಅರ್ಜಿ ಸಲ್ಲಿಸಬೇಕು. ಹೆಚ್ಚಿನ ಮಾಹಿತಿಗೆ ಮೊ. 9900665995 ಸಂಪರ್ಕಿಸಬಹುದು. [718, 97, 924, 172]
page-header [46, 48, 923, 76]
